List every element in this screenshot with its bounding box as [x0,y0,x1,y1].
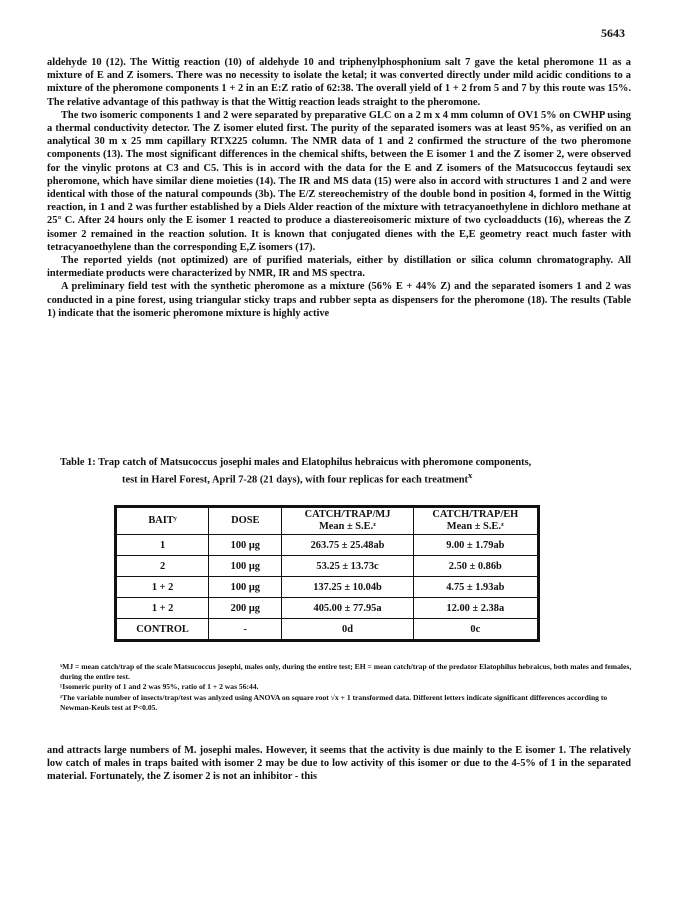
cell-bait: 1 + 2 [117,598,209,619]
header-catch-mj-label: CATCH/TRAP/MJ [304,509,391,520]
header-catch-mj-sub: Mean ± S.E.ᶻ [318,521,377,532]
header-catch-eh-sub: Mean ± S.E.ᶻ [446,521,504,532]
cell-bait: 2 [117,556,209,577]
cell-catch-mj: 53.25 ± 13.73c [282,556,413,577]
table-caption-line-1: Table 1: Trap catch of Matsucoccus josephi males and Elatophilus hebraicus with pheromone components, [60,457,532,468]
body-text-top [47,56,631,320]
cell-dose: 100 μg [209,535,282,556]
table-caption-text: test in Harel Forest, April 7-28 (21 days), with four replicas for each treatment [122,474,469,486]
footnote-z: ᶻThe variable number of insects/trap/test was anlyzed using ANOVA on square root √x + 1 transformed data. Different letters indicate significant differences according to Newman-Keuls test at P<0.05. [60,692,608,712]
trap-catch-table [116,507,538,640]
header-catch-eh-label: CATCH/TRAP/EH [432,509,519,520]
table-row [117,619,538,640]
cell-catch-mj: 263.75 ± 25.48ab [282,535,413,556]
table-row [117,556,538,577]
header-catch-eh [413,508,537,535]
body-text-bottom [47,744,631,784]
cell-catch-eh: 4.75 ± 1.93ab [413,577,537,598]
header-dose [209,508,282,535]
table-header-row [117,508,538,535]
header-bait [117,508,209,535]
paragraph-3: The reported yields (not optimized) are of purified materials, either by distillation or silica column chromatography. All intermediate products were characterized by NMR, IR and MS spectra. [47,255,631,280]
paragraph-1: aldehyde 10 (12). The Wittig reaction (10) of aldehyde 10 and triphenylphosphonium salt 7 gave the ketal pheromone 11 as a mixture of E and Z isomers. There was no necessity to isolate the ketal; it was converted directly under mild acidic conditions to a mixture of the pheromone components 1 + 2 in an E:Z ratio of 62:38. The overall yield of 1 + 2 from 5 and 7 by this route was 15%. The relative advantage of this pathway is that the Wittig reaction leads straight to the pheromone. [47,57,631,108]
table-row [117,577,538,598]
table-caption-line-2 [60,469,620,487]
table-footnotes [60,662,640,713]
cell-catch-eh: 9.00 ± 1.79ab [413,535,537,556]
header-catch-mj [282,508,413,535]
footnote-y: ʸIsomeric purity of 1 and 2 was 95%, ratio of 1 + 2 was 56:44. [60,682,259,692]
table-caption-mark: x [468,470,473,481]
cell-bait: 1 + 2 [117,577,209,598]
header-dose-label: DOSE [231,515,260,526]
cell-catch-eh: 12.00 ± 2.38a [413,598,537,619]
cell-dose: 200 μg [209,598,282,619]
page-number: 5643 [601,26,625,40]
header-bait-label: BAITʸ [148,515,177,526]
cell-catch-eh: 0c [413,619,537,640]
paragraph-4: A preliminary field test with the synthetic pheromone as a mixture (56% E + 44% Z) and the separated isomers 1 and 2 was conducted in a pine forest, using triangular sticky traps and rubber septa as dispensers for the pheromone (18). The results (Table 1) indicate that the isomeric pheromone mixture is highly active [47,281,631,319]
cell-catch-mj: 405.00 ± 77.95a [282,598,413,619]
cell-dose: 100 μg [209,577,282,598]
footnote-x: ˣMJ = mean catch/trap of the scale Matsucoccus josephi, males only, during the entire test; EH = mean catch/trap of the predator Elatophilus hebraicus, both males and females, during the entire test. [60,662,632,682]
table-row [117,535,538,556]
cell-dose: 100 μg [209,556,282,577]
cell-catch-mj: 0d [282,619,413,640]
table-caption [60,456,620,487]
cell-bait: CONTROL [117,619,209,640]
table-row [117,598,538,619]
cell-catch-mj: 137.25 ± 10.04b [282,577,413,598]
cell-catch-eh: 2.50 ± 0.86b [413,556,537,577]
cell-bait: 1 [117,535,209,556]
paragraph-5: and attracts large numbers of M. josephi males. However, it seems that the activity is due mainly to the E isomer 1. The relatively low catch of males in traps baited with isomer 2 may be due to low activity of this isomer or due to the 4-5% of 1 in the separated material. Fortunately, the Z isomer 2 is not an inhibitor - this [47,745,631,783]
paragraph-2: The two isomeric components 1 and 2 were separated by preparative GLC on a 2 m x 4 mm column of OV1 5% on CWHP using a thermal conductivity detector. The Z isomer eluted first. The purity of the separated isomers was at least 95%, as verified on an analytical 30 m x 25 mm capillary RTX225 column. The NMR data of 1 and 2 confirmed the structure of the two pheromone components (13). The most significant differences in the chemical shifts, between the E isomer 1 and the Z isomer 2, were observed for the vinylic protons at C3 and C5. This is in accord with the data for the E and Z isomers of the Matsucoccus feytaudi sex pheromone, which have similar diene moieties (14). The IR and MS data (15) were also in accord with structures 1 and 2 and were identical with those of the natural compounds (3b). The E/Z stereochemistry of the double bond in position 4, formed in the Wittig reaction, in 1 and 2 was further established by a Diels Alder reaction of the mixture with tetracyanoethylene in dichloro methane at 25° C. After 24 hours only the E isomer 1 reacted to produce a diastereoisomeric mixture of two cycloadducts (16), whereas the Z isomer 2 remained in the reaction solution. It is known that conjugated dienes with the E,E geometry react much faster with tetracyanoethylene than the corresponding E,Z isomers (17). [47,109,631,253]
cell-dose: - [209,619,282,640]
